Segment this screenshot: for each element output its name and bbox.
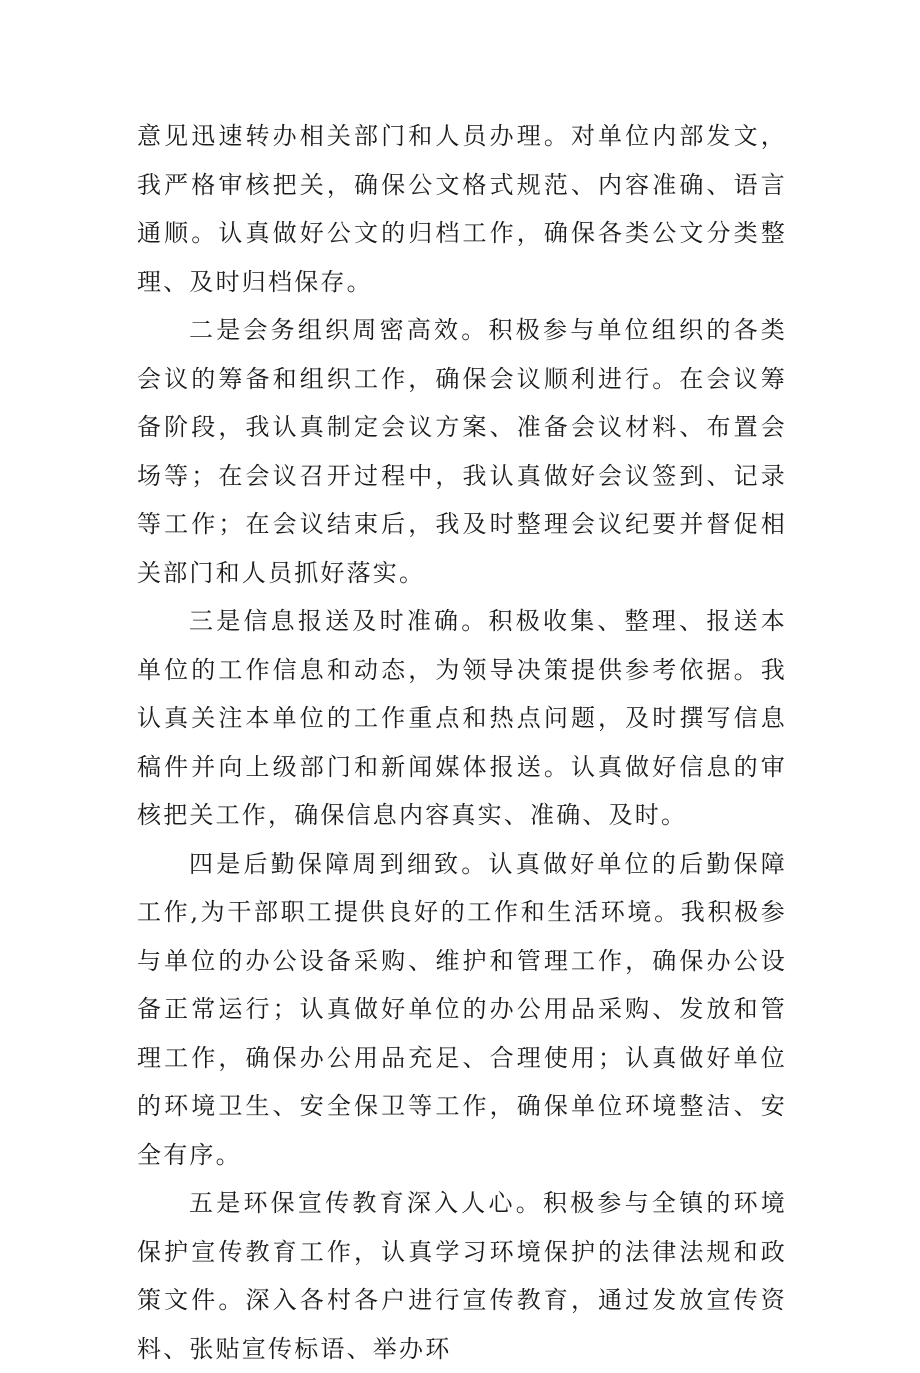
paragraph-1: 意见迅速转办相关部门和人员办理。对单位内部发文，我严格审核把关，确保公文格式规范、内容准确、语言通顺。认真做好公文的归档工作，确保各类公文分类整理、及时归档保存。	[137, 122, 787, 296]
paragraph-4: 四是后勤保障周到细致。认真做好单位的后勤保障工作,为干部职工提供良好的工作和生活环境。我积极参与单位的办公设备采购、维护和管理工作，确保办公设备正常运行；认真做好单位的办公用品采购、发放和管理工作，确保办公用品充足、合理使用；认真做好单位的环境卫生、安全保卫等工作，确保单位环境整洁、安全有序。	[137, 849, 787, 1169]
paragraph-5: 五是环保宣传教育深入人心。积极参与全镇的环境保护宣传教育工作，认真学习环境保护的法律法规和政策文件。深入各村各户进行宣传教育，通过发放宣传资料、张贴宣传标语、举办环	[137, 1189, 787, 1363]
paragraph-3: 三是信息报送及时准确。积极收集、整理、报送本单位的工作信息和动态，为领导决策提供参考依据。我认真关注本单位的工作重点和热点问题，及时撰写信息稿件并向上级部门和新闻媒体报送。认真做好信息的审核把关工作，确保信息内容真实、准确、及时。	[137, 607, 787, 829]
document-body	[137, 112, 787, 1373]
paragraph-2: 二是会务组织周密高效。积极参与单位组织的各类会议的筹备和组织工作，确保会议顺利进行。在会议筹备阶段，我认真制定会议方案、准备会议材料、布置会场等；在会议召开过程中，我认真做好会议签到、记录等工作；在会议结束后，我及时整理会议纪要并督促相关部门和人员抓好落实。	[137, 316, 787, 587]
